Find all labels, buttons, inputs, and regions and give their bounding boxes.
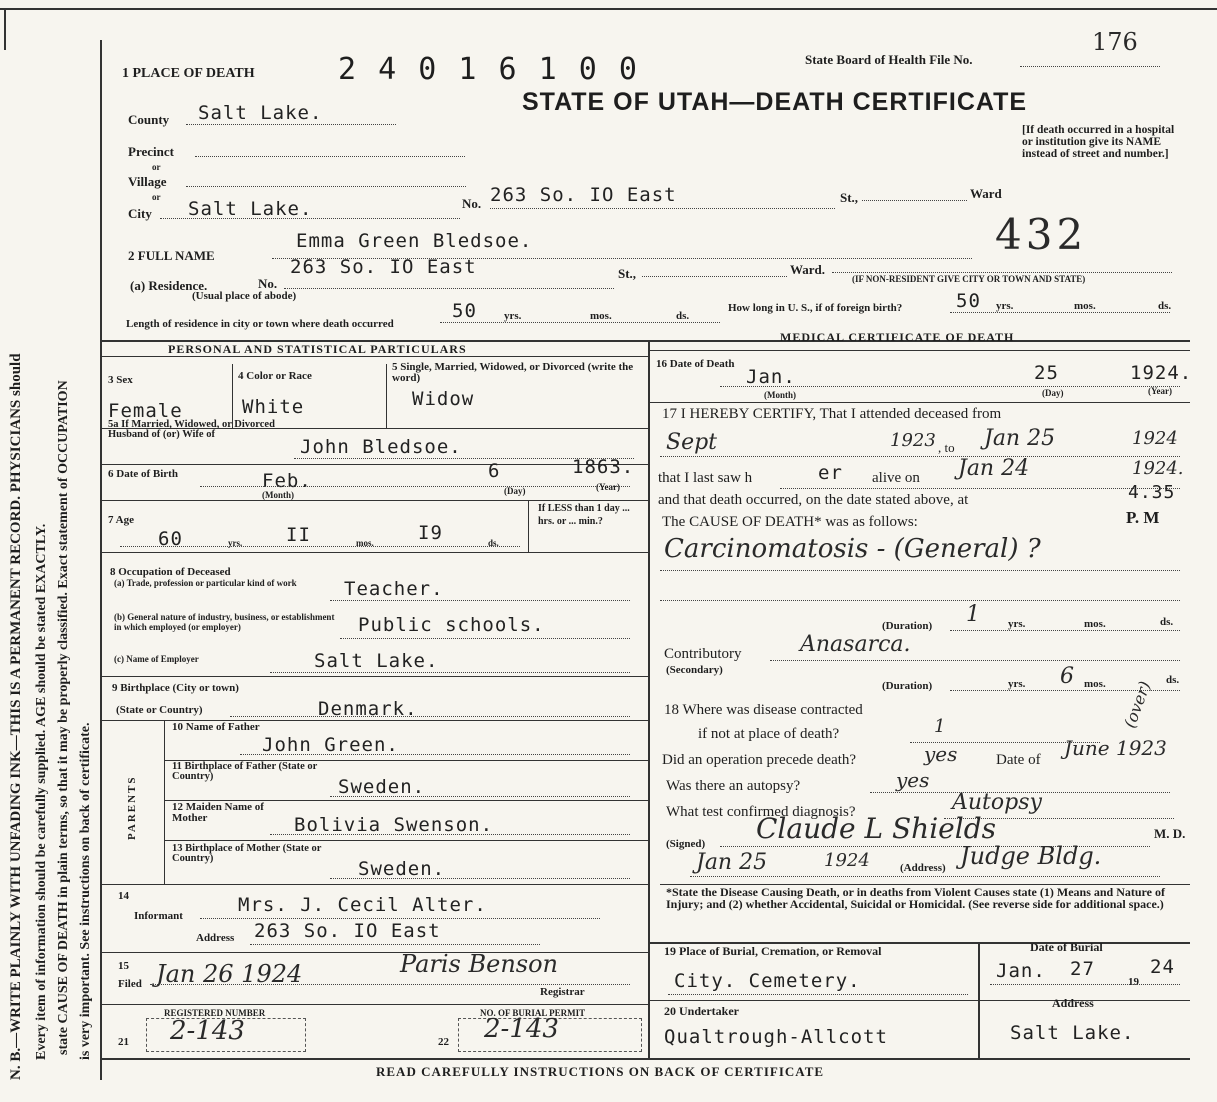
age-mos: II xyxy=(286,524,311,546)
father-birthplace-label: 11 Birthplace of Father (State or Country) xyxy=(172,761,318,782)
cause-of-death: Carcinomatosis - (General) ? xyxy=(664,534,1041,564)
cause-label: The CAUSE OF DEATH* was as follows: xyxy=(662,514,918,530)
side-note-3: state CAUSE OF DEATH in plain terms, so that it may be properly classified. Exact statement of OCCUPATION xyxy=(56,380,71,1055)
operation-date: June 1923 xyxy=(1064,736,1167,760)
length-residence-label: Length of residence in city or town where death occurred xyxy=(126,318,394,330)
registrar-label: Registrar xyxy=(540,986,585,998)
medical-heading: MEDICAL CERTIFICATE OF DEATH xyxy=(780,330,1015,344)
registered-number: 2-143 xyxy=(170,1016,245,1046)
age-days: I9 xyxy=(418,522,443,544)
mother-value: Bolivia Swenson. xyxy=(294,814,494,836)
sex-value: Female xyxy=(108,400,183,422)
undertaker-address: Salt Lake. xyxy=(1010,1022,1135,1044)
signed-date: Jan 25 xyxy=(696,850,768,875)
dob-year: 1863. xyxy=(572,456,635,478)
physician-signature: Claude L Shields xyxy=(756,812,996,845)
mother-birthplace-value: Sweden. xyxy=(358,858,446,880)
village-label: Village xyxy=(128,174,167,189)
death-year: 1924. xyxy=(1130,362,1193,384)
dob-month: Feb. xyxy=(262,470,312,492)
operation-answer: yes xyxy=(924,742,958,766)
attended-from-year: 1923 xyxy=(890,430,936,451)
st-label: St., xyxy=(840,190,859,205)
less-than-day-label: If LESS than 1 day ... hrs. or ... min.? xyxy=(538,503,630,527)
side-note-1: N. B.—WRITE PLAINLY WITH UNFADING INK—THIS IS A PERMANENT RECORD. PHYSICIANS should xyxy=(8,353,24,1080)
burial-year: 24 xyxy=(1150,956,1175,978)
certificate-title: STATE OF UTAH—DEATH CERTIFICATE xyxy=(522,88,1028,116)
attended-from: Sept xyxy=(666,430,718,455)
contributory-label: Contributory xyxy=(664,646,742,662)
place-of-death-label: 1 PLACE OF DEATH xyxy=(122,66,255,81)
father-value: John Green. xyxy=(262,734,399,756)
father-birthplace-value: Sweden. xyxy=(338,776,426,798)
certificate-number: 2 4 0 1 6 1 0 0 xyxy=(338,52,639,87)
sex-label: 3 Sex xyxy=(108,374,133,386)
personal-heading: PERSONAL AND STATISTICAL PARTICULARS xyxy=(168,342,467,356)
us-residence-yrs: 50 xyxy=(956,290,981,312)
am-pm: P. M xyxy=(1126,508,1160,527)
last-seen-alive-date: Jan 24 xyxy=(958,456,1030,481)
certify-statement: 17 I HEREBY CERTIFY, That I attended deceased from xyxy=(662,406,1002,422)
registrar-signature: Paris Benson xyxy=(400,950,558,978)
autopsy-answer: yes xyxy=(896,768,930,792)
left-border xyxy=(100,40,102,1080)
birthplace-label: 9 Birthplace (City or town) xyxy=(112,682,239,694)
residence-value: 263 So. IO East xyxy=(290,256,477,278)
length-residence-yrs: 50 xyxy=(452,300,477,322)
occupation-a-label: (a) Trade, profession or particular kind of work xyxy=(114,578,297,588)
duration-1-yrs: 1 xyxy=(966,602,980,627)
undertaker-label: 20 Undertaker xyxy=(664,1004,739,1018)
birthplace-value: Denmark. xyxy=(318,698,418,720)
nonresident-note: (IF NON-RESIDENT GIVE CITY OR TOWN AND STATE) xyxy=(852,274,1086,284)
informant-address: 263 So. IO East xyxy=(254,920,441,942)
employer-label: (c) Name of Employer xyxy=(114,654,199,664)
side-note-2: Every item of information should be carefully supplied. AGE should be stated EXACTLY. xyxy=(34,523,49,1060)
attended-to-year: 1924 xyxy=(1132,428,1178,449)
color-label: 4 Color or Race xyxy=(238,370,312,382)
footer-instructions: READ CAREFULLY INSTRUCTIONS ON BACK OF CERTIFICATE xyxy=(376,1064,825,1079)
marital-label: 5 Single, Married, Widowed, or Divorced (write the word) xyxy=(392,361,634,384)
street-no-label: No. xyxy=(462,196,482,211)
informant-address-label: Address xyxy=(196,932,235,944)
stamp-number: 432 xyxy=(995,210,1088,259)
burial-place: City. Cemetery. xyxy=(674,970,861,992)
autopsy-label: Was there an autopsy? xyxy=(666,778,801,794)
test-label: What test confirmed diagnosis? xyxy=(666,804,856,820)
informant-value: Mrs. J. Cecil Alter. xyxy=(238,894,487,916)
file-no-label: State Board of Health File No. xyxy=(805,52,973,67)
age-label: 7 Age xyxy=(108,514,134,526)
signed-label: (Signed) xyxy=(666,838,706,850)
physician-address: Judge Bldg. xyxy=(960,842,1102,870)
county-label: County xyxy=(128,112,170,127)
signed-year: 1924 xyxy=(824,850,870,871)
street-value: 263 So. IO East xyxy=(490,184,677,206)
death-time: 4.35 xyxy=(1128,482,1176,503)
over-note: (over) xyxy=(1120,678,1155,731)
top-border xyxy=(0,8,1217,10)
burial-date-label: Date of Burial xyxy=(1030,940,1103,954)
filed-date: Jan 26 1924 xyxy=(156,960,303,988)
spouse-value: John Bledsoe. xyxy=(300,436,462,458)
burial-month: Jan. xyxy=(996,960,1046,982)
death-day: 25 xyxy=(1034,362,1059,384)
mother-birthplace-label: 13 Birthplace of Mother (State or Country) xyxy=(172,843,322,864)
occupation-label: 8 Occupation of Deceased xyxy=(110,566,231,578)
test-answer: Autopsy xyxy=(952,790,1042,815)
side-note-4: is very important. See instructions on back of certificate. xyxy=(78,722,93,1060)
last-saw-label: that I last saw h xyxy=(658,470,753,486)
age-yrs: 60 xyxy=(158,528,183,550)
occupation-a-value: Teacher. xyxy=(344,578,444,600)
occupation-b-value: Public schools. xyxy=(358,614,545,636)
death-certificate: N. B.—WRITE PLAINLY WITH UNFADING INK—THIS IS A PERMANENT RECORD. PHYSICIANS should Every item of information should be carefully supplied. AGE should be stated EXACTLY. state CAUSE OF DEATH in plain terms, so that it may be properly classified. Exact statement of OCCUPATION is very important. See instructions on back of certificate. 1 PLACE OF DEATH 2 4 0 1 6 1 0 0 State Board of Health File No. 176 STATE OF UTAH—DEATH CERTIFICATE [If death occurred in a hospital or institution give its NAME instead of street and number.] 432 County Salt Lake. Precinct or Village or City Salt Lake. No. 263 So. IO East St., Ward 2 FULL NAME Emma Green Bledsoe. (a) Residence. No. 263 So. IO East St., Ward. (Usual place of abode) (IF NON-RESIDENT GIVE CITY OR TOWN AND STATE) Length of residence in city or town where death occurred 50 yrs. mos. ds. How long in U. S., if of foreign birth? 50 yrs. mos. ds. PERSONAL AND STATISTICAL PARTICULARS 3 Sex Female 4 Color or Race White 5 Single, Married, Widowed, or Divorced (write the word) Widow 5a If Married, Widowed, or Divorced Husband of (or) Wife of John Bledsoe. 6 Date of Birth Feb. 6 1863. (Month) (Day) (Year) 7 Age 60 yrs. II mos. I9 ds. If LESS than 1 day ... hrs. or ... min.? 8 Occupation of Deceased (a) Trade, profession or particular kind of work Teacher. (b) General nature of industry, business, or establishment in which employed (or employer) Public schools. (c) Name of Employer Salt Lake. 9 Birthplace (City or town) (State or Country) Denmark. PARENTS 10 Name of Father John Green. 11 Birthplace of Father (State or Country) Sweden. 12 Maiden Name of Mother Bolivia Swenson. 13 Birthplace of Mother (State or Country) Sweden. 14 Informant Mrs. J. Cecil Alter. Address 263 So. IO East 15 Filed Jan 26 1924 Paris Benson Registrar REGISTERED NUMBER 21 2-143 NO. OF BURIAL PERMIT 22 2-143 MEDICAL CERTIFICATE OF DEATH 16 Date of Death Jan. 25 1924. (Month) (Day) (Year) 17 I HEREBY CERTIFY, That I attended deceased from Sept 1923 , to Jan 25 1924 that I last saw h er alive on Jan 24 1924. and that death occurred, on the date stated above, at 4.35 The CAUSE OF DEATH* was as follows: P. M Carcinomatosis - (General) ? (Duration) 1 yrs. mos. ds. Contributory (Secondary) Anasarca. (Duration) yrs. 6 mos. ds. (over) 18 Where was disease contracted if not at place of death? 1 Did an operation precede death? yes Date of June 1923 Was there an autopsy? yes What test confirmed diagnosis? Autopsy (Signed) Claude L Shields M. D. Jan 25 1924 (Address) Judge Bldg. *State the Disease Causing Death, or in deaths from Violent Causes state (1) Means and Nature of Injury; and (2) whether Accidental, Suicidal or Homicidal. (See reverse side for additional space.) 19 Place of Burial, Cremation, or Removal City. Cemetery. Date of Burial Jan. 27 19 24 20 Undertaker Qualtrough-Allcott Address Salt Lake. READ CAREFULLY INSTRUCTIONS ON BACK OF CERTIFICATE xyxy=(0,0,1217,1102)
dob-day: 6 xyxy=(488,460,501,482)
death-occurred-label: and that death occurred, on the date stated above, at xyxy=(658,492,969,508)
undertaker-value: Qualtrough-Allcott xyxy=(664,1026,888,1048)
parents-label: PARENTS xyxy=(126,775,138,840)
death-month: Jan. xyxy=(746,366,796,388)
burial-day: 27 xyxy=(1070,958,1095,980)
city-value: Salt Lake. xyxy=(188,198,313,220)
precinct-label: Precinct xyxy=(128,144,174,159)
informant-label: Informant xyxy=(134,910,183,922)
mother-label: 12 Maiden Name of Mother xyxy=(172,801,264,824)
hospital-note: [If death occurred in a hospital or institution give its NAME instead of street and number.] xyxy=(1022,124,1175,160)
full-name-value: Emma Green Bledsoe. xyxy=(296,230,533,252)
usual-abode-note: (Usual place of abode) xyxy=(192,290,297,302)
ward-label: Ward xyxy=(970,186,1002,201)
marital-value: Widow xyxy=(412,388,475,410)
burial-place-label: 19 Place of Burial, Cremation, or Removal xyxy=(664,944,882,958)
full-name-label: 2 FULL NAME xyxy=(128,248,215,263)
where-contracted-label: 18 Where was disease contracted xyxy=(664,702,863,718)
residence-label: (a) Residence. xyxy=(130,278,208,293)
last-seen-alive-year: 1924. xyxy=(1132,458,1184,479)
duration-2-mos: 6 xyxy=(1060,664,1074,689)
date-of-death-label: 16 Date of Death xyxy=(656,358,735,370)
left-edge xyxy=(4,10,6,50)
color-value: White xyxy=(242,396,305,418)
father-label: 10 Name of Father xyxy=(172,721,260,733)
contributory-cause: Anasarca. xyxy=(800,632,911,657)
city-label: City xyxy=(128,206,152,221)
occupation-b-label: (b) General nature of industry, business, or establishment in which employed (or employer) xyxy=(114,612,335,632)
spouse-label: 5a If Married, Widowed, or Divorced Husband of (or) Wife of xyxy=(108,419,275,440)
burial-permit-number: 2-143 xyxy=(484,1014,559,1044)
filed-label: Filed xyxy=(118,978,142,990)
file-number: 176 xyxy=(1092,28,1138,56)
attended-to: Jan 25 xyxy=(984,426,1056,451)
employer-value: Salt Lake. xyxy=(314,650,439,672)
cause-instructions: *State the Disease Causing Death, or in deaths from Violent Causes state (1) Means and Nature of Injury; and (2) whether Accidental, Suicidal or Homicidal. (See reverse side for additional space.) xyxy=(666,885,1165,911)
dob-label: 6 Date of Birth xyxy=(108,468,178,480)
us-residence-label: How long in U. S., if of foreign birth? xyxy=(728,302,903,314)
county-value: Salt Lake. xyxy=(198,102,323,124)
operation-label: Did an operation precede death? xyxy=(662,752,857,768)
